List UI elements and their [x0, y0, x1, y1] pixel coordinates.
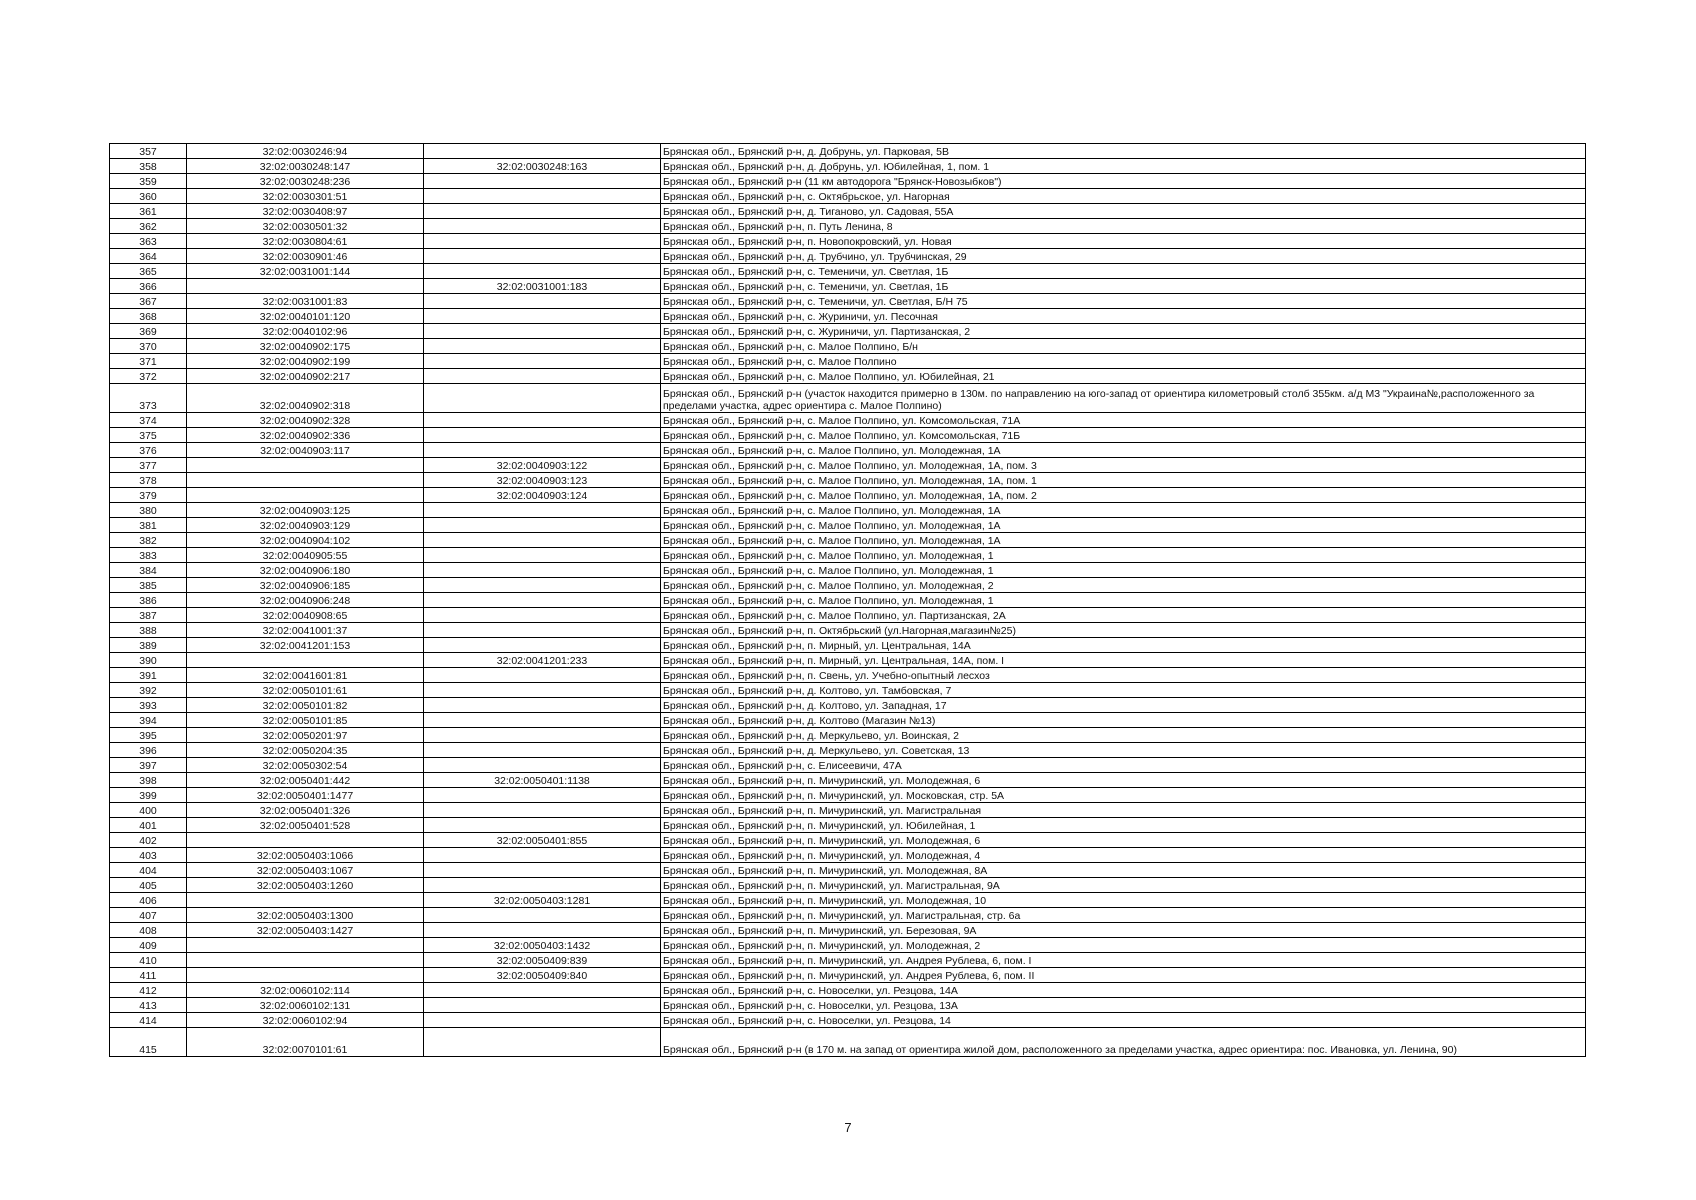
related-cadastral-number: [424, 593, 661, 608]
table-row: [110, 413, 1586, 428]
related-cadastral-number: [424, 878, 661, 893]
address: Брянская обл., Брянский р-н, п. Мичуринский, ул. Молодежная, 6: [661, 773, 1586, 788]
related-cadastral-number: [424, 413, 661, 428]
address: Брянская обл., Брянский р-н, с. Новоселки, ул. Резцова, 13А: [661, 998, 1586, 1013]
address: Брянская обл., Брянский р-н, п. Мирный, ул. Центральная, 14А, пом. I: [661, 653, 1586, 668]
related-cadastral-number: [424, 548, 661, 563]
related-cadastral-number: [424, 264, 661, 279]
cadastral-number: 32:02:0050201:97: [187, 728, 424, 743]
table-row: [110, 1013, 1586, 1028]
table-row: [110, 983, 1586, 998]
row-number: 369: [110, 324, 187, 339]
row-number: 406: [110, 893, 187, 908]
cadastral-number: 32:02:0030248:236: [187, 174, 424, 189]
row-number: 384: [110, 563, 187, 578]
table-row: [110, 833, 1586, 848]
table-row: [110, 938, 1586, 953]
row-number: 372: [110, 369, 187, 384]
table-row: [110, 458, 1586, 473]
row-number: 395: [110, 728, 187, 743]
table-row: [110, 174, 1586, 189]
related-cadastral-number: [424, 713, 661, 728]
related-cadastral-number: [424, 608, 661, 623]
cadastral-number: 32:02:0050403:1066: [187, 848, 424, 863]
address: Брянская обл., Брянский р-н, с. Журиничи, ул. Партизанская, 2: [661, 324, 1586, 339]
address: Брянская обл., Брянский р-н, п. Мичуринский, ул. Магистральная, стр. 6а: [661, 908, 1586, 923]
address: Брянская обл., Брянский р-н, п. Мичуринский, ул. Магистральная, 9А: [661, 878, 1586, 893]
address: Брянская обл., Брянский р-н, с. Малое Полпино: [661, 354, 1586, 369]
table-row: [110, 863, 1586, 878]
table-row: [110, 623, 1586, 638]
row-number: 382: [110, 533, 187, 548]
related-cadastral-number: [424, 563, 661, 578]
row-number: 375: [110, 428, 187, 443]
row-number: 394: [110, 713, 187, 728]
address: Брянская обл., Брянский р-н, п. Мирный, ул. Центральная, 14А: [661, 638, 1586, 653]
related-cadastral-number: [424, 503, 661, 518]
related-cadastral-number: 32:02:0050403:1432: [424, 938, 661, 953]
row-number: 361: [110, 204, 187, 219]
cadastral-number: 32:02:0040902:336: [187, 428, 424, 443]
row-number: 386: [110, 593, 187, 608]
address: Брянская обл., Брянский р-н, д. Колтово, ул. Тамбовская, 7: [661, 683, 1586, 698]
row-number: 396: [110, 743, 187, 758]
address: Брянская обл., Брянский р-н, с. Малое Полпино, ул. Молодежная, 1: [661, 548, 1586, 563]
cadastral-number: 32:02:0050403:1260: [187, 878, 424, 893]
address: Брянская обл., Брянский р-н, д. Колтово (Магазин №13): [661, 713, 1586, 728]
page-number: 7: [844, 1120, 852, 1135]
row-number: 411: [110, 968, 187, 983]
row-number: 365: [110, 264, 187, 279]
address: Брянская обл., Брянский р-н, п. Мичуринский, ул. Магистральная: [661, 803, 1586, 818]
related-cadastral-number: [424, 788, 661, 803]
address: Брянская обл., Брянский р-н, п. Мичуринский, ул. Московская, стр. 5А: [661, 788, 1586, 803]
table-row: [110, 518, 1586, 533]
address: Брянская обл., Брянский р-н, с. Малое Полпино, ул. Молодежная, 1А, пом. 3: [661, 458, 1586, 473]
cadastral-number: [187, 893, 424, 908]
cadastral-number: 32:02:0040906:185: [187, 578, 424, 593]
related-cadastral-number: [424, 204, 661, 219]
cadastral-number: [187, 488, 424, 503]
address: Брянская обл., Брянский р-н, с. Малое Полпино, ул. Молодежная, 1: [661, 563, 1586, 578]
related-cadastral-number: 32:02:0030248:163: [424, 159, 661, 174]
row-number: 364: [110, 249, 187, 264]
related-cadastral-number: [424, 369, 661, 384]
cadastral-number: 32:02:0040902:199: [187, 354, 424, 369]
cadastral-number: 32:02:0041201:153: [187, 638, 424, 653]
address: Брянская обл., Брянский р-н, с. Малое Полпино, ул. Молодежная, 2: [661, 578, 1586, 593]
address: Брянская обл., Брянский р-н, с. Елисеевичи, 47А: [661, 758, 1586, 773]
table-row: [110, 473, 1586, 488]
address: Брянская обл., Брянский р-н, с. Малое Полпино, ул. Молодежная, 1А, пом. 2: [661, 488, 1586, 503]
related-cadastral-number: [424, 144, 661, 159]
related-cadastral-number: [424, 219, 661, 234]
row-number: 392: [110, 683, 187, 698]
cadastral-number: 32:02:0050403:1300: [187, 908, 424, 923]
address: Брянская обл., Брянский р-н, с. Малое Полпино, ул. Молодежная, 1А, пом. 1: [661, 473, 1586, 488]
table-row: [110, 369, 1586, 384]
related-cadastral-number: 32:02:0050401:1138: [424, 773, 661, 788]
cadastral-number: 32:02:0030901:46: [187, 249, 424, 264]
cadastral-number: 32:02:0050401:442: [187, 773, 424, 788]
cadastral-number: [187, 458, 424, 473]
table-row: [110, 878, 1586, 893]
related-cadastral-number: [424, 863, 661, 878]
table-row: [110, 593, 1586, 608]
cadastral-number: 32:02:0060102:114: [187, 983, 424, 998]
table-row: [110, 428, 1586, 443]
address: Брянская обл., Брянский р-н, с. Малое Полпино, ул. Партизанская, 2А: [661, 608, 1586, 623]
cadastral-number: 32:02:0040903:129: [187, 518, 424, 533]
related-cadastral-number: [424, 638, 661, 653]
table-row: [110, 638, 1586, 653]
related-cadastral-number: [424, 518, 661, 533]
address: Брянская обл., Брянский р-н, п. Мичуринский, ул. Андрея Рублева, 6, пом. I: [661, 953, 1586, 968]
row-number: 358: [110, 159, 187, 174]
table-row: [110, 294, 1586, 309]
row-number: 410: [110, 953, 187, 968]
cadastral-number: [187, 953, 424, 968]
table-row: [110, 354, 1586, 369]
table-row: [110, 309, 1586, 324]
address: Брянская обл., Брянский р-н, с. Малое Полпино, ул. Комсомольская, 71Б: [661, 428, 1586, 443]
related-cadastral-number: [424, 998, 661, 1013]
row-number: 378: [110, 473, 187, 488]
table-row: [110, 324, 1586, 339]
address: Брянская обл., Брянский р-н, п. Октябрьский (ул.Нагорная,магазин№25): [661, 623, 1586, 638]
related-cadastral-number: [424, 324, 661, 339]
address: Брянская обл., Брянский р-н, п. Мичуринский, ул. Березовая, 9А: [661, 923, 1586, 938]
cadastral-number: 32:02:0040905:55: [187, 548, 424, 563]
address: Брянская обл., Брянский р-н, д. Добрунь, ул. Парковая, 5В: [661, 144, 1586, 159]
row-number: 373: [110, 384, 187, 413]
row-number: 389: [110, 638, 187, 653]
related-cadastral-number: 32:02:0040903:124: [424, 488, 661, 503]
cadastral-number: 32:02:0040903:117: [187, 443, 424, 458]
row-number: 412: [110, 983, 187, 998]
address: Брянская обл., Брянский р-н, с. Малое Полпино, ул. Молодежная, 1А: [661, 533, 1586, 548]
related-cadastral-number: 32:02:0050401:855: [424, 833, 661, 848]
table-row: [110, 563, 1586, 578]
row-number: 413: [110, 998, 187, 1013]
address: Брянская обл., Брянский р-н, с. Теменичи, ул. Светлая, Б/Н 75: [661, 294, 1586, 309]
row-number: 362: [110, 219, 187, 234]
table-row: [110, 713, 1586, 728]
row-number: 380: [110, 503, 187, 518]
related-cadastral-number: [424, 339, 661, 354]
row-number: 388: [110, 623, 187, 638]
cadastral-number: 32:02:0030301:51: [187, 189, 424, 204]
cadastral-number: 32:02:0030501:32: [187, 219, 424, 234]
table-row: [110, 204, 1586, 219]
related-cadastral-number: [424, 428, 661, 443]
row-number: 402: [110, 833, 187, 848]
table-row: [110, 773, 1586, 788]
address: Брянская обл., Брянский р-н, с. Новоселки, ул. Резцова, 14: [661, 1013, 1586, 1028]
address: Брянская обл., Брянский р-н, д. Тиганово, ул. Садовая, 55А: [661, 204, 1586, 219]
table-row: [110, 384, 1586, 413]
related-cadastral-number: [424, 983, 661, 998]
cadastral-number: 32:02:0060102:94: [187, 1013, 424, 1028]
table-row: [110, 803, 1586, 818]
related-cadastral-number: [424, 908, 661, 923]
related-cadastral-number: [424, 234, 661, 249]
cadastral-number: 32:02:0040902:217: [187, 369, 424, 384]
address: Брянская обл., Брянский р-н, с. Теменичи, ул. Светлая, 1Б: [661, 279, 1586, 294]
related-cadastral-number: [424, 848, 661, 863]
cadastral-number: 32:02:0050403:1067: [187, 863, 424, 878]
related-cadastral-number: [424, 578, 661, 593]
table-row: [110, 653, 1586, 668]
related-cadastral-number: [424, 384, 661, 413]
table-row: [110, 698, 1586, 713]
related-cadastral-number: [424, 668, 661, 683]
cadastral-number: 32:02:0050101:61: [187, 683, 424, 698]
row-number: 385: [110, 578, 187, 593]
related-cadastral-number: [424, 758, 661, 773]
related-cadastral-number: [424, 728, 661, 743]
address: Брянская обл., Брянский р-н, д. Меркульево, ул. Воинская, 2: [661, 728, 1586, 743]
table-row: [110, 818, 1586, 833]
table-row: [110, 189, 1586, 204]
cadastral-number: 32:02:0031001:83: [187, 294, 424, 309]
table-row: [110, 249, 1586, 264]
address: Брянская обл., Брянский р-н, с. Теменичи, ул. Светлая, 1Б: [661, 264, 1586, 279]
related-cadastral-number: 32:02:0040903:122: [424, 458, 661, 473]
table-row: [110, 758, 1586, 773]
row-number: 363: [110, 234, 187, 249]
table-row: [110, 998, 1586, 1013]
address: Брянская обл., Брянский р-н, п. Мичуринский, ул. Молодежная, 6: [661, 833, 1586, 848]
table-row: [110, 234, 1586, 249]
related-cadastral-number: [424, 189, 661, 204]
cadastral-number: 32:02:0041601:81: [187, 668, 424, 683]
related-cadastral-number: [424, 683, 661, 698]
cadastral-number: [187, 473, 424, 488]
address: Брянская обл., Брянский р-н, п. Мичуринский, ул. Юбилейная, 1: [661, 818, 1586, 833]
address: Брянская обл., Брянский р-н, с. Малое Полпино, ул. Молодежная, 1А: [661, 503, 1586, 518]
address: Брянская обл., Брянский р-н, с. Малое Полпино, Б/н: [661, 339, 1586, 354]
related-cadastral-number: 32:02:0031001:183: [424, 279, 661, 294]
row-number: 383: [110, 548, 187, 563]
table-row: [110, 578, 1586, 593]
address: Брянская обл., Брянский р-н, д. Колтово, ул. Западная, 17: [661, 698, 1586, 713]
table-row: [110, 144, 1586, 159]
row-number: 399: [110, 788, 187, 803]
address: Брянская обл., Брянский р-н, п. Мичуринский, ул. Молодежная, 8А: [661, 863, 1586, 878]
row-number: 403: [110, 848, 187, 863]
cadastral-number: 32:02:0050204:35: [187, 743, 424, 758]
cadastral-number: 32:02:0031001:144: [187, 264, 424, 279]
cadastral-number: 32:02:0041001:37: [187, 623, 424, 638]
table-row: [110, 743, 1586, 758]
table-row: [110, 848, 1586, 863]
cadastral-number: 32:02:0050302:54: [187, 758, 424, 773]
row-number: 401: [110, 818, 187, 833]
table-row: [110, 159, 1586, 174]
related-cadastral-number: [424, 294, 661, 309]
cadastral-number: 32:02:0040902:328: [187, 413, 424, 428]
related-cadastral-number: 32:02:0050409:839: [424, 953, 661, 968]
related-cadastral-number: [424, 698, 661, 713]
related-cadastral-number: [424, 818, 661, 833]
row-number: 407: [110, 908, 187, 923]
table-row: [110, 788, 1586, 803]
related-cadastral-number: [424, 249, 661, 264]
row-number: 357: [110, 144, 187, 159]
related-cadastral-number: [424, 309, 661, 324]
row-number: 398: [110, 773, 187, 788]
address: Брянская обл., Брянский р-н (участок находится примерно в 130м. по направлению на юго-запад от ориентира километровый столб 355км. а/д М3 "Украина№,расположенного за пределами участка, адрес ориентира с. Малое Полпино): [661, 384, 1586, 413]
row-number: 376: [110, 443, 187, 458]
row-number: 368: [110, 309, 187, 324]
address: Брянская обл., Брянский р-н, с. Малое Полпино, ул. Молодежная, 1А: [661, 443, 1586, 458]
cadastral-number: 32:02:0050101:82: [187, 698, 424, 713]
address: Брянская обл., Брянский р-н, п. Путь Ленина, 8: [661, 219, 1586, 234]
table-body: [110, 144, 1586, 1057]
address: Брянская обл., Брянский р-н, с. Журиничи, ул. Песочная: [661, 309, 1586, 324]
cadastral-number: 32:02:0060102:131: [187, 998, 424, 1013]
address: Брянская обл., Брянский р-н, п. Новопокровский, ул. Новая: [661, 234, 1586, 249]
cadastral-number: [187, 833, 424, 848]
table-row: [110, 533, 1586, 548]
cadastral-number: 32:02:0070101:61: [187, 1028, 424, 1057]
row-number: 360: [110, 189, 187, 204]
address: Брянская обл., Брянский р-н, д. Добрунь, ул. Юбилейная, 1, пом. 1: [661, 159, 1586, 174]
cadastral-number: 32:02:0030408:97: [187, 204, 424, 219]
row-number: 371: [110, 354, 187, 369]
address: Брянская обл., Брянский р-н, д. Трубчино, ул. Трубчинская, 29: [661, 249, 1586, 264]
cadastral-number: 32:02:0040908:65: [187, 608, 424, 623]
table-row: [110, 219, 1586, 234]
row-number: 408: [110, 923, 187, 938]
address: Брянская обл., Брянский р-н, с. Малое Полпино, ул. Молодежная, 1: [661, 593, 1586, 608]
address: Брянская обл., Брянский р-н, п. Мичуринский, ул. Андрея Рублева, 6, пом. II: [661, 968, 1586, 983]
address: Брянская обл., Брянский р-н, п. Мичуринский, ул. Молодежная, 4: [661, 848, 1586, 863]
table-row: [110, 683, 1586, 698]
cadastral-number: 32:02:0040906:248: [187, 593, 424, 608]
row-number: 405: [110, 878, 187, 893]
related-cadastral-number: 32:02:0050409:840: [424, 968, 661, 983]
table-row: [110, 264, 1586, 279]
address: Брянская обл., Брянский р-н, д. Меркульево, ул. Советская, 13: [661, 743, 1586, 758]
row-number: 404: [110, 863, 187, 878]
row-number: 367: [110, 294, 187, 309]
row-number: 379: [110, 488, 187, 503]
related-cadastral-number: [424, 533, 661, 548]
row-number: 387: [110, 608, 187, 623]
cadastral-number: 32:02:0050403:1427: [187, 923, 424, 938]
cadastral-number: 32:02:0050401:1477: [187, 788, 424, 803]
table-row: [110, 548, 1586, 563]
related-cadastral-number: [424, 803, 661, 818]
cadastral-number: 32:02:0040904:102: [187, 533, 424, 548]
row-number: 415: [110, 1028, 187, 1057]
table-row: [110, 668, 1586, 683]
related-cadastral-number: [424, 443, 661, 458]
cadastral-number: 32:02:0040906:180: [187, 563, 424, 578]
row-number: 409: [110, 938, 187, 953]
cadastral-number: 32:02:0030248:147: [187, 159, 424, 174]
row-number: 400: [110, 803, 187, 818]
cadastral-number: 32:02:0050401:326: [187, 803, 424, 818]
related-cadastral-number: 32:02:0050403:1281: [424, 893, 661, 908]
row-number: 370: [110, 339, 187, 354]
cadastral-number: 32:02:0040101:120: [187, 309, 424, 324]
related-cadastral-number: 32:02:0040903:123: [424, 473, 661, 488]
address: Брянская обл., Брянский р-н, п. Свень, ул. Учебно-опытный лесхоз: [661, 668, 1586, 683]
address: Брянская обл., Брянский р-н (в 170 м. на запад от ориентира жилой дом, расположенного за пределами участка, адрес ориентира: пос. Ивановка, ул. Ленина, 90): [661, 1028, 1586, 1057]
property-table: [109, 143, 1586, 1057]
table-row: [110, 443, 1586, 458]
cadastral-number: [187, 968, 424, 983]
address: Брянская обл., Брянский р-н (11 км автодорога "Брянск-Новозыбков"): [661, 174, 1586, 189]
address: Брянская обл., Брянский р-н, п. Мичуринский, ул. Молодежная, 10: [661, 893, 1586, 908]
related-cadastral-number: [424, 923, 661, 938]
related-cadastral-number: [424, 354, 661, 369]
table-row: [110, 1028, 1586, 1057]
table-row: [110, 608, 1586, 623]
row-number: 359: [110, 174, 187, 189]
cadastral-number: 32:02:0040102:96: [187, 324, 424, 339]
related-cadastral-number: [424, 1013, 661, 1028]
address: Брянская обл., Брянский р-н, с. Малое Полпино, ул. Комсомольская, 71А: [661, 413, 1586, 428]
cadastral-number: [187, 653, 424, 668]
table-row: [110, 503, 1586, 518]
cadastral-number: 32:02:0040902:175: [187, 339, 424, 354]
address: Брянская обл., Брянский р-н, п. Мичуринский, ул. Молодежная, 2: [661, 938, 1586, 953]
cadastral-number: [187, 279, 424, 294]
related-cadastral-number: [424, 743, 661, 758]
cadastral-number: 32:02:0050101:85: [187, 713, 424, 728]
row-number: 390: [110, 653, 187, 668]
row-number: 397: [110, 758, 187, 773]
cadastral-number: 32:02:0030246:94: [187, 144, 424, 159]
table-row: [110, 953, 1586, 968]
row-number: 414: [110, 1013, 187, 1028]
row-number: 391: [110, 668, 187, 683]
table-row: [110, 968, 1586, 983]
row-number: 381: [110, 518, 187, 533]
table-row: [110, 279, 1586, 294]
cadastral-number: [187, 938, 424, 953]
table-row: [110, 488, 1586, 503]
table-row: [110, 908, 1586, 923]
table-row: [110, 893, 1586, 908]
table-row: [110, 728, 1586, 743]
related-cadastral-number: 32:02:0041201:233: [424, 653, 661, 668]
table-row: [110, 923, 1586, 938]
row-number: 393: [110, 698, 187, 713]
row-number: 366: [110, 279, 187, 294]
related-cadastral-number: [424, 174, 661, 189]
address: Брянская обл., Брянский р-н, с. Октябрьское, ул. Нагорная: [661, 189, 1586, 204]
address: Брянская обл., Брянский р-н, с. Малое Полпино, ул. Молодежная, 1А: [661, 518, 1586, 533]
cadastral-number: 32:02:0040903:125: [187, 503, 424, 518]
address: Брянская обл., Брянский р-н, с. Малое Полпино, ул. Юбилейная, 21: [661, 369, 1586, 384]
table-row: [110, 339, 1586, 354]
related-cadastral-number: [424, 623, 661, 638]
related-cadastral-number: [424, 1028, 661, 1057]
cadastral-number: 32:02:0050401:528: [187, 818, 424, 833]
row-number: 377: [110, 458, 187, 473]
row-number: 374: [110, 413, 187, 428]
address: Брянская обл., Брянский р-н, с. Новоселки, ул. Резцова, 14А: [661, 983, 1586, 998]
cadastral-number: 32:02:0040902:318: [187, 384, 424, 413]
cadastral-number: 32:02:0030804:61: [187, 234, 424, 249]
